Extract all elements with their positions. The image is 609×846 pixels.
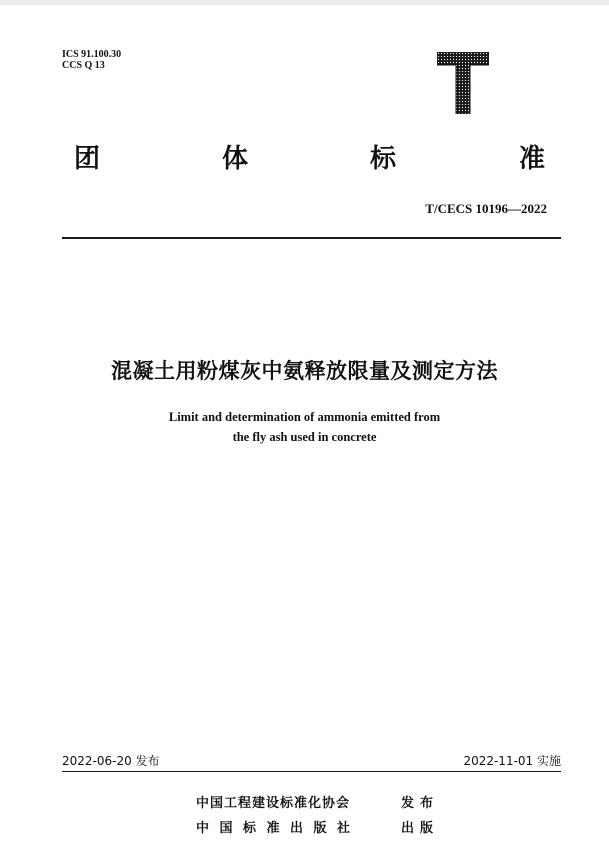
scan-edge-shade [0, 0, 609, 5]
ccs-code: CCS Q 13 [62, 60, 105, 71]
publisher-association: 中国工程建设标准化协会 [196, 796, 351, 811]
category-t-logo [437, 52, 489, 114]
category-t-letter: T [462, 92, 464, 93]
footer-divider [62, 771, 561, 772]
category-char-ti: 体 [222, 144, 249, 174]
header-divider [62, 237, 561, 239]
publisher-association-role: 发布 [401, 796, 440, 811]
title-english-line1: Limit and determination of ammonia emitted from [168, 410, 441, 424]
publisher-press: 中国标准出版社 [196, 821, 361, 836]
category-char-biao: 标 [370, 144, 397, 174]
title-english-line2: the fly ash used in concrete [232, 430, 377, 444]
publish-date: 2022-06-20 发布 [62, 754, 160, 768]
standard-number: T/CECS 10196—2022 [425, 201, 547, 216]
ics-code: ICS 91.100.30 [62, 49, 122, 60]
category-char-tuan: 团 [74, 144, 101, 174]
title-chinese: 混凝土用粉煤灰中氨释放限量及测定方法 [111, 359, 498, 383]
publisher-press-role: 出版 [401, 821, 440, 836]
implement-date: 2022-11-01 实施 [463, 754, 561, 768]
category-char-zhun: 准 [519, 144, 546, 174]
